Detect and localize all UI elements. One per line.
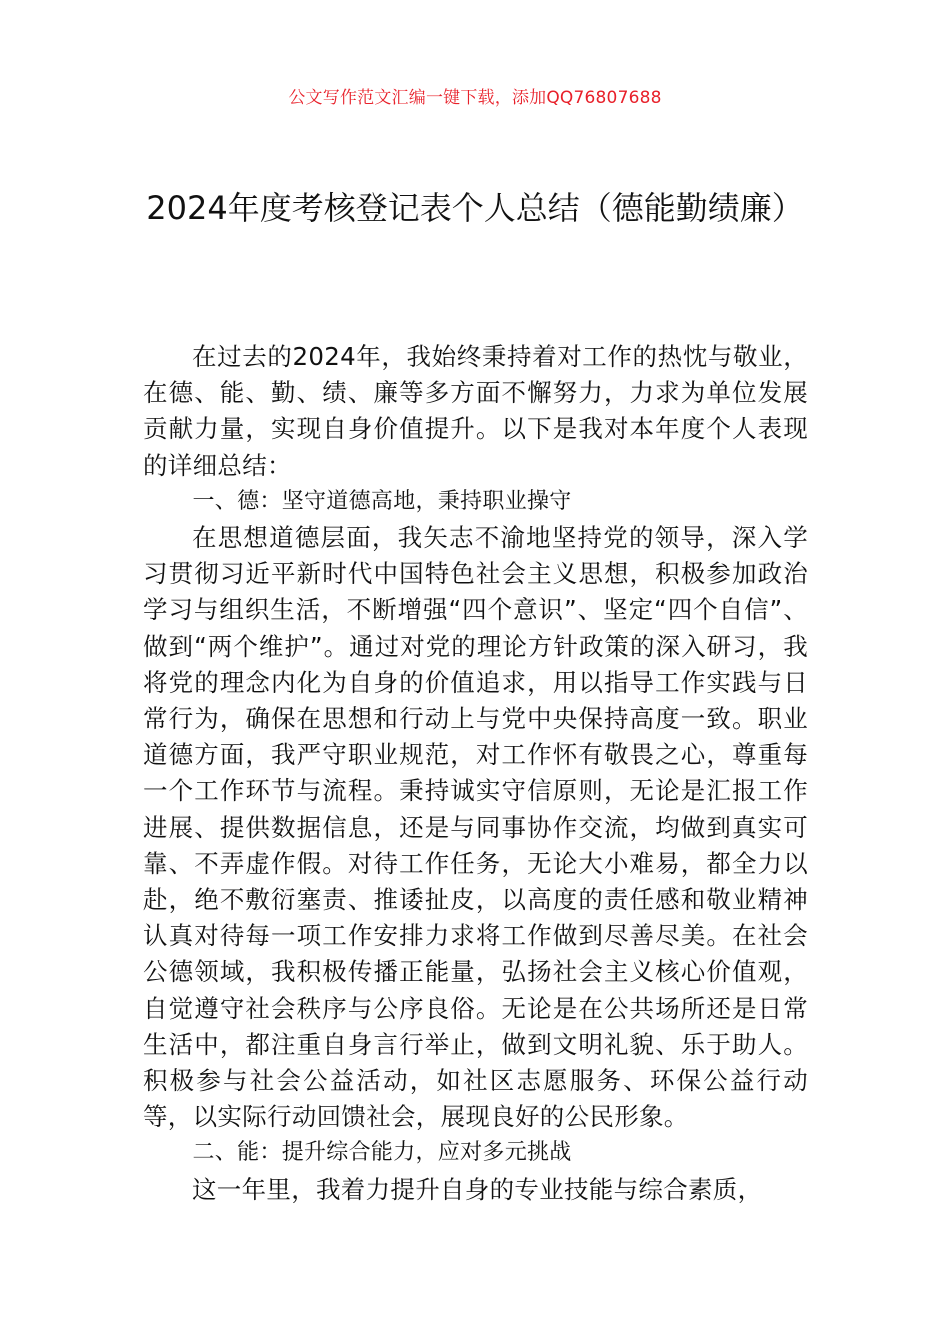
- section-paragraph-neng: 这一年里，我着力提升自身的专业技能与综合素质，: [192, 1174, 763, 1204]
- section-heading-de: 一、德：坚守道德高地，秉持职业操守: [192, 488, 572, 514]
- intro-paragraph: 在过去的2024年，我始终秉持着对工作的热忱与敬业，在德、能、勤、绩、廉等多方面不懈努力，力求为单位发展贡献力量，实现自身价值提升。以下是我对本年度个人表现的详细总结：: [143, 342, 808, 480]
- section-heading-neng: 二、能：提升综合能力，应对多元挑战: [192, 1140, 572, 1166]
- download-ad-banner: 公文写作范文汇编一键下载，添加QQ76807688: [288, 88, 662, 108]
- section-paragraph-de: 在思想道德层面，我矢志不渝地坚持党的领导，深入学习贯彻习近平新时代中国特色社会主义思想，积极参加政治学习与组织生活，不断增强“四个意识”、坚定“四个自信”、做到“两个维护”。通过对党的理论方针政策的深入研习，我将党的理念内化为自身的价值追求，用以指导工作实践与日常行为，确保在思想和行动上与党中央保持高度一致。职业道德方面，我严守职业规范，对工作怀有敬畏之心，尊重每一个工作环节与流程。秉持诚实守信原则，无论是汇报工作进展、提供数据信息，还是与同事协作交流，均做到真实可靠、不弄虚作假。对待工作任务，无论大小难易，都全力以赴，绝不敷衍塞责、推诿扯皮，以高度的责任感和敬业精神认真对待每一项工作安排力求将工作做到尽善尽美。在社会公德领域，我积极传播正能量，弘扬社会主义核心价值观，自觉遵守社会秩序与公序良俗。无论是在公共场所还是日常生活中，都注重自身言行举止，做到文明礼貌、乐于助人。积极参与社会公益活动，如社区志愿服务、环保公益行动等，以实际行动回馈社会，展现良好的公民形象。: [143, 523, 808, 1132]
- document-body: [143, 339, 808, 1208]
- document-title: 2024年度考核登记表个人总结（德能勤绩廉）: [146, 189, 804, 227]
